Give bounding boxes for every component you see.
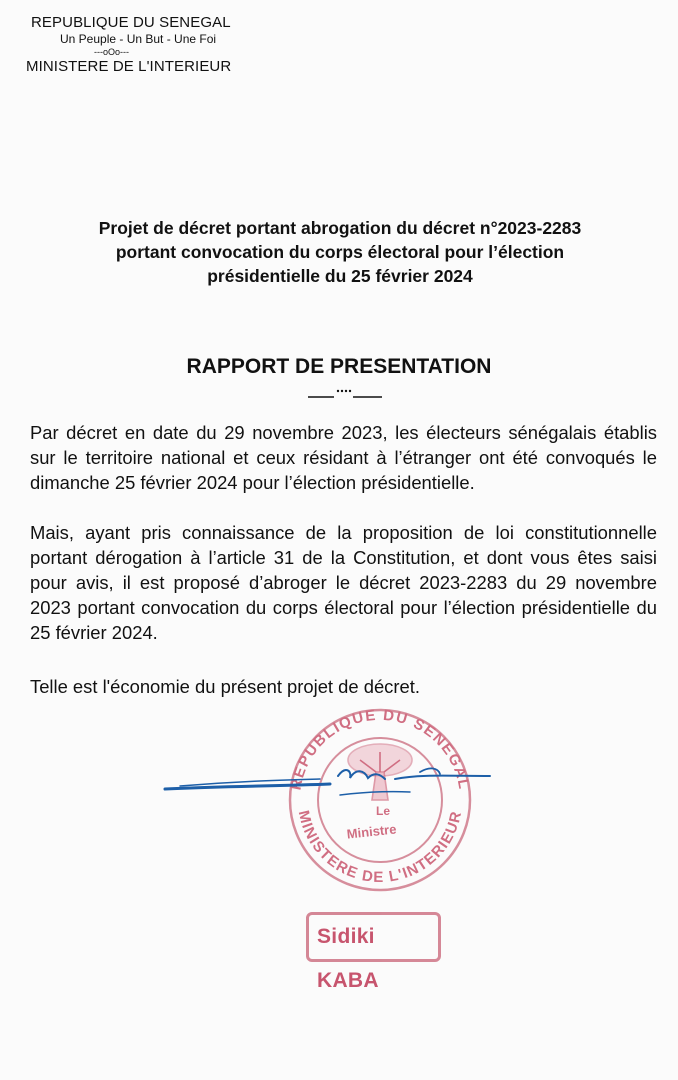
title-line-2: portant convocation du corps électoral pour l’élection bbox=[115, 242, 565, 262]
seal-inner-le: Le bbox=[375, 804, 391, 818]
letterhead bbox=[26, 14, 256, 76]
national-motto: Un Peuple - Un But - Une Foi bbox=[60, 32, 217, 46]
paragraph-3: Telle est l'économie du présent projet de décret. bbox=[30, 676, 420, 697]
heading-ornament bbox=[298, 386, 388, 400]
title-line-3: présidentielle du 25 février 2024 bbox=[207, 266, 473, 286]
seal-inner-ministre: Ministre bbox=[345, 821, 398, 842]
handwritten-signature bbox=[165, 768, 490, 795]
title-line-1: Projet de décret portant abrogation du décret n°2023-2283 bbox=[98, 218, 582, 238]
document-title bbox=[30, 216, 650, 288]
paragraph-1: Par décret en date du 29 novembre 2023, les électeurs sénégalais établis sur le territoire national et ceux résidant à l’étranger ont été convoqués le dimanche 25 février 2024 pour l’élection présidentielle. bbox=[30, 422, 657, 493]
baobab-emblem-icon bbox=[348, 744, 412, 800]
official-seal bbox=[288, 707, 473, 890]
svg-text:MINISTERE DE L'INTERIEUR bbox=[295, 809, 466, 886]
paragraph-2: Mais, ayant pris connaissance de la proposition de loi constitutionnelle portant dérogation à l’article 31 de la Constitution, et dont vous êtes saisi pour avis, il est proposé d’abroger le décret 2023-2283 du 29 novembre 2023 portant convocation du corps électoral pour l’élection présidentielle du 25 février 2024. bbox=[30, 522, 657, 643]
seal-bottom-text: MINISTERE DE L'INTERIEUR bbox=[294, 808, 466, 887]
svg-text:REPUBLIQUE DU SENEGAL bbox=[288, 707, 473, 792]
section-heading: RAPPORT DE PRESENTATION bbox=[186, 355, 492, 378]
seal-top-text: REPUBLIQUE DU SENEGAL bbox=[287, 706, 473, 792]
ministry-name: MINISTERE DE L'INTERIEUR bbox=[26, 58, 232, 75]
signatory-name-stamp: Sidiki KABA bbox=[306, 912, 441, 962]
country-name: REPUBLIQUE DU SENEGAL bbox=[31, 14, 231, 31]
header-separator: ---oOo--- bbox=[94, 47, 129, 57]
